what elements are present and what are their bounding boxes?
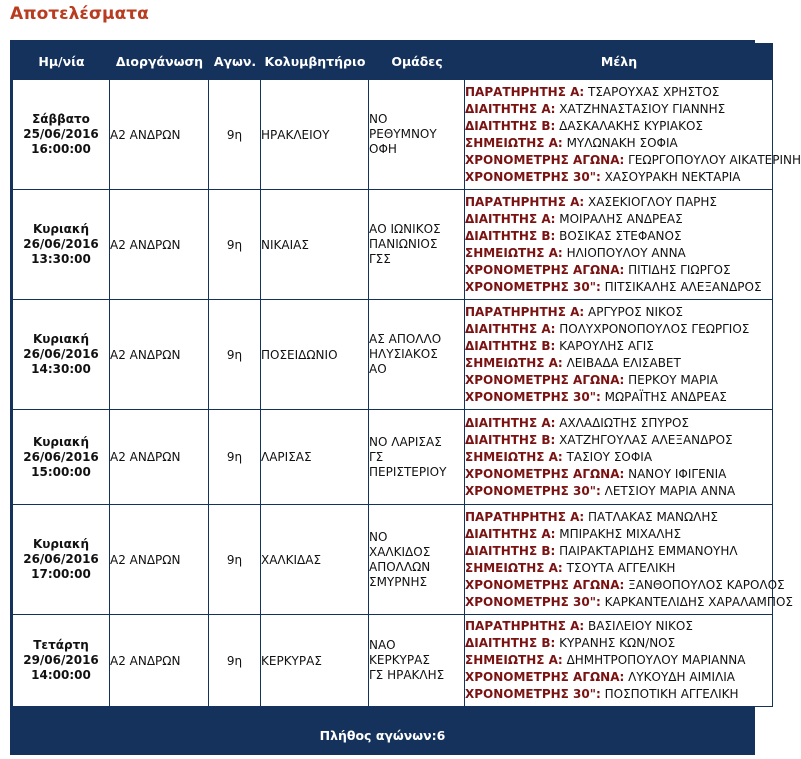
- member-name: ΚΑΡΟΥΛΗΣ ΑΓΙΣ: [559, 338, 654, 353]
- match-members: [465, 190, 773, 300]
- table-row: [13, 505, 773, 615]
- member-line: [465, 577, 785, 594]
- member-name: ΜΥΛΩΝΑΚΗ ΣΟΦΙΑ: [566, 135, 678, 150]
- match-members: [465, 505, 793, 615]
- member-name: ΧΑΤΖΗΝΑΣΤΑΣΙΟΥ ΓΙΑΝΝΗΣ: [559, 101, 726, 116]
- member-line: [465, 321, 772, 338]
- member-line: [465, 415, 772, 432]
- match-date: 25/06/2016: [23, 127, 99, 141]
- member-name: ΛΕΤΣΙΟΥ ΜΑΡΙΑ ΑΝΝΑ: [604, 483, 736, 498]
- member-name: ΔΗΜΗΤΡΟΠΟΥΛΟΥ ΜΑΡΙΑΝΝΑ: [566, 653, 746, 667]
- match-round: 9η: [209, 300, 261, 410]
- member-line: [465, 669, 772, 686]
- match-time: 17:00:00: [31, 567, 91, 581]
- match-day: Κυριακή: [33, 332, 89, 346]
- member-role: ΧΡΟΝΟΜΕΤΡΗΣ 30":: [465, 687, 601, 701]
- match-day: Κυριακή: [33, 537, 89, 551]
- member-role: ΠΑΡΑΤΗΡΗΤΗΣ Α:: [465, 194, 585, 209]
- match-teams: [369, 410, 465, 505]
- member-role: ΣΗΜΕΙΩΤΗΣ Α:: [465, 653, 563, 667]
- match-teams: [369, 300, 465, 410]
- member-line: [465, 635, 772, 652]
- member-role: ΔΙΑΙΤΗΤΗΣ Α:: [465, 415, 556, 430]
- member-name: ΜΠΙΡΑΚΗΣ ΜΙΧΑΛΗΣ: [559, 526, 682, 541]
- member-line: [465, 338, 772, 355]
- header-teams: Ομάδες: [369, 43, 465, 80]
- member-role: ΧΡΟΝΟΜΕΤΡΗΣ 30":: [465, 279, 601, 294]
- table-row: [13, 410, 773, 505]
- member-name: ΠΕΡΚΟΥ ΜΑΡΙΑ: [628, 372, 718, 387]
- match-date: 26/06/2016: [23, 552, 99, 566]
- member-name: ΚΥΡΑΝΗΣ ΚΩΝ/ΝΟΣ: [559, 636, 676, 650]
- match-day: Κυριακή: [33, 434, 89, 449]
- member-role: ΠΑΡΑΤΗΡΗΤΗΣ Α:: [465, 509, 585, 524]
- match-day: Σάββατο: [32, 112, 90, 126]
- match-competition: Α2 ΑΝΔΡΩΝ: [110, 190, 209, 300]
- table-header-row: [13, 43, 773, 80]
- member-role: ΠΑΡΑΤΗΡΗΤΗΣ Α:: [465, 619, 585, 633]
- member-name: ΧΑΣΟΥΡΑΚΗ ΝΕΚΤΑΡΙΑ: [604, 169, 741, 184]
- member-line: [465, 686, 772, 703]
- member-name: ΔΑΣΚΑΛΑΚΗΣ ΚΥΡΙΑΚΟΣ: [559, 118, 703, 133]
- member-line: [465, 449, 772, 466]
- member-line: [465, 560, 772, 577]
- match-teams: [369, 505, 465, 615]
- match-teams: [369, 615, 465, 707]
- match-date-cell: [13, 80, 110, 190]
- match-date-cell: [13, 190, 110, 300]
- team-line: ΓΣΣ: [369, 252, 391, 266]
- match-date-cell: [13, 505, 110, 615]
- member-name: ΧΑΤΖΗΓΟΥΛΑΣ ΑΛΕΞΑΝΔΡΟΣ: [559, 432, 733, 447]
- member-role: ΔΙΑΙΤΗΤΗΣ Β:: [465, 228, 556, 243]
- match-date: 26/06/2016: [23, 237, 99, 251]
- member-name: ΞΑΝΘΟΠΟΥΛΟΣ ΚΑΡΟΛΟΣ: [628, 577, 785, 592]
- member-line: [465, 509, 772, 526]
- match-round: 9η: [209, 190, 261, 300]
- header-date: Ημ/νία: [13, 43, 110, 80]
- member-name: ΤΑΣΙΟΥ ΣΟΦΙΑ: [566, 449, 653, 464]
- member-role: ΧΡΟΝΟΜΕΤΡΗΣ 30":: [465, 169, 601, 184]
- member-role: ΧΡΟΝΟΜΕΤΡΗΣ ΑΓΩΝΑ:: [465, 577, 625, 592]
- member-line: [465, 304, 772, 321]
- match-competition: Α2 ΑΝΔΡΩΝ: [110, 300, 209, 410]
- match-date: 26/06/2016: [23, 449, 99, 464]
- match-round: 9η: [209, 80, 261, 190]
- member-role: ΠΑΡΑΤΗΡΗΤΗΣ Α:: [465, 84, 585, 99]
- match-teams: [369, 190, 465, 300]
- member-line: [465, 389, 772, 406]
- member-role: ΔΙΑΙΤΗΤΗΣ Α:: [465, 211, 556, 226]
- member-role: ΔΙΑΙΤΗΤΗΣ Β:: [465, 118, 556, 133]
- member-name: ΗΛΙΟΠΟΥΛΟΥ ΑΝΝΑ: [566, 245, 686, 260]
- member-name: ΑΡΓΥΡΟΣ ΝΙΚΟΣ: [588, 304, 683, 319]
- member-role: ΣΗΜΕΙΩΤΗΣ Α:: [465, 560, 563, 575]
- member-role: ΣΗΜΕΙΩΤΗΣ Α:: [465, 245, 563, 260]
- match-pool: ΧΑΛΚΙΔΑΣ: [261, 505, 369, 615]
- member-line: [465, 152, 801, 169]
- match-pool: ΝΙΚΑΙΑΣ: [261, 190, 369, 300]
- results-table-frame: [10, 40, 801, 755]
- team-line: ΗΛΥΣΙΑΚΟΣ: [369, 347, 438, 361]
- table-row: [13, 615, 773, 707]
- member-name: ΜΟΙΡΑΛΗΣ ΑΝΔΡΕΑΣ: [559, 211, 683, 226]
- member-role: ΔΙΑΙΤΗΤΗΣ Β:: [465, 338, 556, 353]
- member-line: [465, 355, 772, 372]
- team-line: ΓΣ: [369, 449, 384, 464]
- results-table: [13, 43, 801, 707]
- team-line: ΑΣ ΑΠΟΛΛΟ: [369, 332, 442, 346]
- match-competition: Α2 ΑΝΔΡΩΝ: [110, 410, 209, 505]
- member-role: ΔΙΑΙΤΗΤΗΣ Β:: [465, 543, 556, 558]
- match-pool: ΛΑΡΙΣΑΣ: [261, 410, 369, 505]
- member-line: [465, 618, 772, 635]
- match-date-cell: [13, 300, 110, 410]
- member-role: ΧΡΟΝΟΜΕΤΡΗΣ ΑΓΩΝΑ:: [465, 466, 625, 481]
- match-date-cell: [13, 410, 110, 505]
- match-pool: ΠΟΣΕΙΔΩΝΙΟ: [261, 300, 369, 410]
- member-line: [465, 652, 772, 669]
- match-date-cell: [13, 615, 110, 707]
- member-role: ΔΙΑΙΤΗΤΗΣ Α:: [465, 526, 556, 541]
- team-line: ΝΟ ΛΑΡΙΣΑΣ: [369, 434, 442, 449]
- table-row: [13, 80, 773, 190]
- team-line: ΣΜΥΡΝΗΣ: [369, 574, 428, 589]
- match-members: [465, 300, 773, 410]
- member-role: ΧΡΟΝΟΜΕΤΡΗΣ ΑΓΩΝΑ:: [465, 262, 625, 277]
- member-line: [465, 279, 772, 296]
- match-time: 13:30:00: [31, 252, 91, 266]
- team-line: ΑΟ ΙΩΝΙΚΟΣ: [369, 222, 441, 236]
- table-row: [13, 190, 773, 300]
- header-round: Αγων.: [209, 43, 261, 80]
- member-role: ΔΙΑΙΤΗΤΗΣ Α:: [465, 101, 556, 116]
- member-line: [465, 194, 772, 211]
- match-members: [465, 80, 801, 190]
- header-competition: Διοργάνωση: [110, 43, 209, 80]
- member-name: ΧΑΣΕΚΙΟΓΛΟΥ ΠΑΡΗΣ: [588, 194, 718, 209]
- member-role: ΧΡΟΝΟΜΕΤΡΗΣ 30":: [465, 389, 601, 404]
- match-time: 15:00:00: [31, 464, 91, 479]
- member-name: ΛΕΙΒΑΔΑ ΕΛΙΣΑΒΕΤ: [566, 355, 681, 370]
- team-line: ΠΕΡΙΣΤΕΡΙΟΥ: [369, 464, 447, 479]
- member-role: ΧΡΟΝΟΜΕΤΡΗΣ 30":: [465, 483, 601, 498]
- match-round: 9η: [209, 615, 261, 707]
- table-row: [13, 300, 773, 410]
- header-members: Μέλη: [465, 43, 773, 80]
- member-line: [465, 526, 772, 543]
- match-competition: Α2 ΑΝΔΡΩΝ: [110, 505, 209, 615]
- member-line: [465, 228, 772, 245]
- member-name: ΠΙΤΣΙΚΑΛΗΣ ΑΛΕΞΑΝΔΡΟΣ: [604, 279, 762, 294]
- match-round: 9η: [209, 410, 261, 505]
- member-name: ΒΟΣΙΚΑΣ ΣΤΕΦΑΝΟΣ: [559, 228, 682, 243]
- team-line: ΡΕΘΥΜΝΟΥ: [369, 127, 437, 141]
- match-pool: ΚΕΡΚΥΡΑΣ: [261, 615, 369, 707]
- match-day: Κυριακή: [33, 222, 89, 236]
- match-date: 26/06/2016: [23, 347, 99, 361]
- match-competition: Α2 ΑΝΔΡΩΝ: [110, 615, 209, 707]
- member-line: [465, 466, 772, 483]
- match-members: [465, 410, 773, 505]
- team-line: ΝΑΟ: [369, 638, 396, 652]
- member-role: ΧΡΟΝΟΜΕΤΡΗΣ ΑΓΩΝΑ:: [465, 372, 625, 387]
- member-name: ΓΕΩΡΓΟΠΟΥΛΟΥ ΑΙΚΑΤΕΡΙΝΗ: [628, 152, 801, 167]
- member-role: ΣΗΜΕΙΩΤΗΣ Α:: [465, 449, 563, 464]
- team-line: ΑΟ: [369, 362, 387, 376]
- member-line: [465, 372, 772, 389]
- member-name: ΠΑΤΛΑΚΑΣ ΜΑΝΩΛΗΣ: [588, 509, 718, 524]
- match-pool: ΗΡΑΚΛΕΙΟΥ: [261, 80, 369, 190]
- match-time: 14:30:00: [31, 362, 91, 376]
- member-name: ΤΣΟΥΤΑ ΑΓΓΕΛΙΚΗ: [566, 560, 676, 575]
- member-line: [465, 118, 772, 135]
- member-name: ΠΟΣΠΟΤΙΚΗ ΑΓΓΕΛΙΚΗ: [604, 687, 739, 701]
- team-line: ΧΑΛΚΙΔΟΣ: [369, 544, 431, 559]
- member-name: ΒΑΣΙΛΕΙΟΥ ΝΙΚΟΣ: [588, 619, 693, 633]
- matches-count: Πλήθος αγώνων:6: [319, 728, 446, 743]
- team-line: ΓΣ ΗΡΑΚΛΗΣ: [369, 668, 445, 682]
- member-line: [465, 169, 772, 186]
- member-name: ΑΧΛΑΔΙΩΤΗΣ ΣΠΥΡΟΣ: [559, 415, 689, 430]
- member-name: ΜΩΡΑΪΤΗΣ ΑΝΔΡΕΑΣ: [604, 389, 727, 404]
- member-name: ΚΑΡΚΑΝΤΕΛΙΔΗΣ ΧΑΡΑΛΑΜΠΟΣ: [604, 594, 793, 609]
- team-line: ΠΑΝΙΩΝΙΟΣ: [369, 237, 438, 251]
- member-line: [465, 135, 772, 152]
- member-name: ΛΥΚΟΥΔΗ ΑΙΜΙΛΙΑ: [628, 670, 735, 684]
- member-line: [465, 483, 772, 500]
- match-round: 9η: [209, 505, 261, 615]
- member-role: ΧΡΟΝΟΜΕΤΡΗΣ ΑΓΩΝΑ:: [465, 152, 625, 167]
- team-line: ΝΟ: [369, 529, 388, 544]
- team-line: ΚΕΡΚΥΡΑΣ: [369, 653, 430, 667]
- member-role: ΔΙΑΙΤΗΤΗΣ Β:: [465, 636, 556, 650]
- match-competition: Α2 ΑΝΔΡΩΝ: [110, 80, 209, 190]
- member-line: [465, 84, 772, 101]
- header-pool: Κολυμβητήριο: [261, 43, 369, 80]
- match-teams: [369, 80, 465, 190]
- member-line: [465, 543, 772, 560]
- member-role: ΧΡΟΝΟΜΕΤΡΗΣ 30":: [465, 594, 601, 609]
- member-role: ΔΙΑΙΤΗΤΗΣ Α:: [465, 321, 556, 336]
- member-line: [465, 594, 793, 611]
- member-name: ΠΟΛΥΧΡΟΝΟΠΟΥΛΟΣ ΓΕΩΡΓΙΟΣ: [559, 321, 750, 336]
- match-day: Τετάρτη: [33, 638, 89, 652]
- member-role: ΔΙΑΙΤΗΤΗΣ Β:: [465, 432, 556, 447]
- member-role: ΠΑΡΑΤΗΡΗΤΗΣ Α:: [465, 304, 585, 319]
- team-line: ΑΠΟΛΛΩΝ: [369, 559, 431, 574]
- member-line: [465, 211, 772, 228]
- member-role: ΣΗΜΕΙΩΤΗΣ Α:: [465, 355, 563, 370]
- team-line: ΝΟ: [369, 112, 388, 126]
- member-name: ΤΣΑΡΟΥΧΑΣ ΧΡΗΣΤΟΣ: [588, 84, 720, 99]
- member-role: ΧΡΟΝΟΜΕΤΡΗΣ ΑΓΩΝΑ:: [465, 670, 625, 684]
- match-members: [465, 615, 773, 707]
- member-line: [465, 101, 772, 118]
- member-line: [465, 245, 772, 262]
- match-time: 14:00:00: [31, 668, 91, 682]
- member-name: ΝΑΝΟΥ ΙΦΙΓΕΝΙΑ: [628, 466, 727, 481]
- match-date: 29/06/2016: [23, 653, 99, 667]
- page-title: Αποτελέσματα: [10, 4, 149, 24]
- member-name: ΠΑΙΡΑΚΤΑΡΙΔΗΣ ΕΜΜΑΝΟΥΗΛ: [559, 543, 738, 558]
- team-line: ΟΦΗ: [369, 142, 397, 156]
- member-role: ΣΗΜΕΙΩΤΗΣ Α:: [465, 135, 563, 150]
- member-line: [465, 262, 772, 279]
- match-time: 16:00:00: [31, 142, 91, 156]
- member-name: ΠΙΤΙΔΗΣ ΓΙΩΡΓΟΣ: [628, 262, 731, 277]
- member-line: [465, 432, 772, 449]
